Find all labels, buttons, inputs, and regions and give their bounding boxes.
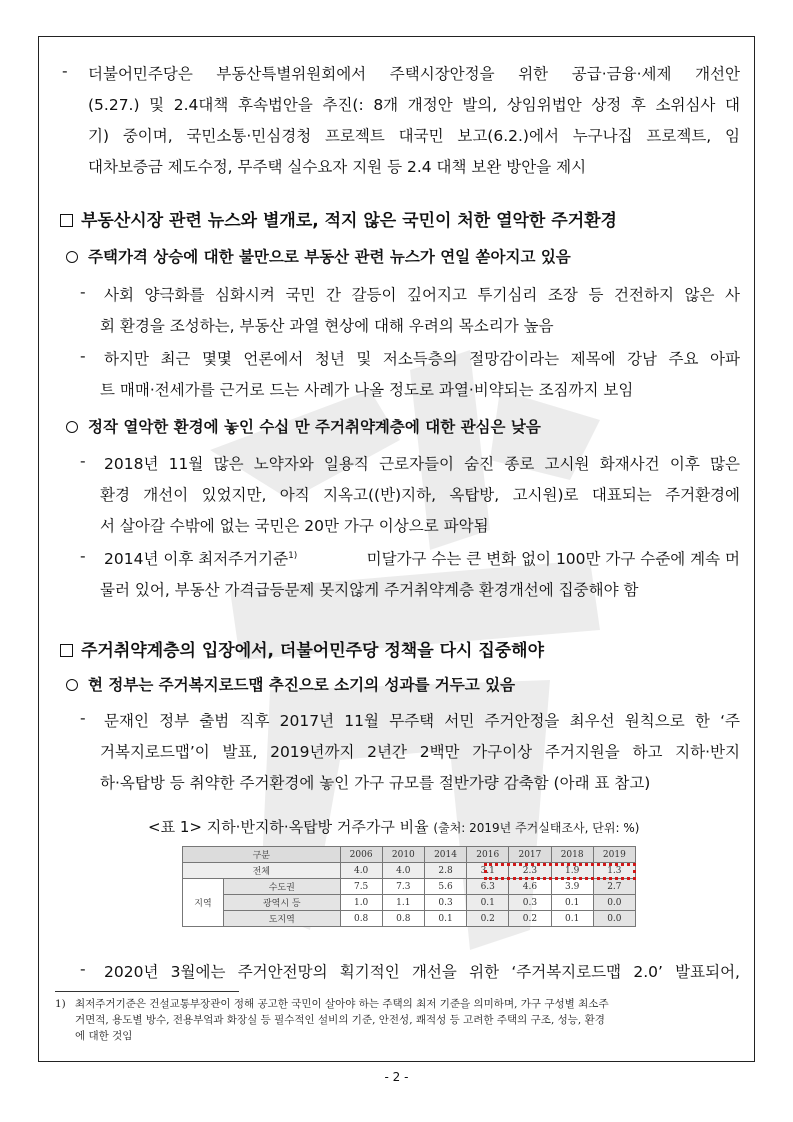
highlight-box xyxy=(484,863,636,880)
bullet-2-line-1: 하지만 최근 몇몇 언론에서 청년 및 저소득층의 절망감이라는 제목에 강남 주요 아파 xyxy=(104,350,740,368)
footnote-text: 최저주거기준은 건설교통부장관이 정해 공고한 국민이 살아야 하는 주택의 최저 기준을 의미하며, 가구 구성별 최소주 xyxy=(75,998,609,1010)
table-cell: 0.1 xyxy=(467,895,509,911)
table-cell: 2.3 xyxy=(509,863,551,879)
table-cell: 0.8 xyxy=(382,911,424,927)
s2-bullet-1-line-2: 거복지로드맵’이 발표, 2019년까지 2년간 2백만 가구이상 주거지원을 하고 지하·반지 xyxy=(100,743,740,761)
table-caption-source: (출처: 2019년 주거실태조사, 단위: %) xyxy=(433,821,640,835)
dash-bullet: - xyxy=(80,452,86,470)
bullet-1-line-2: 회 환경을 조성하는, 부동산 과열 현상에 대해 우려의 목소리가 높음 xyxy=(100,317,554,335)
footnote-line-1 xyxy=(55,996,741,1012)
table-cell: 5.6 xyxy=(424,879,466,895)
table-cell: 0.0 xyxy=(593,895,635,911)
table-header-cell: 2006 xyxy=(340,847,382,863)
dash-bullet: - xyxy=(80,709,86,727)
table-caption-text: <표 1> 지하·반지하·옥탑방 거주가구 비율 xyxy=(148,818,429,836)
table-cell: 1.0 xyxy=(340,895,382,911)
table-cell: 3.9 xyxy=(551,879,593,895)
bullet-4-text-a: 2014년 이후 최저주거기준 xyxy=(104,550,289,568)
table-cell: 2.7 xyxy=(593,879,635,895)
s2-bullet-1-line-1: 문재인 정부 출범 직후 2017년 11월 무주택 서민 주거안정을 최우선 원칙으로 한 ‘주 xyxy=(104,712,740,730)
intro-line-1: 더불어민주당은 부동산특별위원회에서 주택시장안정을 위한 공급·금융·세제 개선안 xyxy=(88,65,740,83)
footnote xyxy=(55,996,741,1044)
section-1-title xyxy=(60,206,617,231)
table-cell: 1.9 xyxy=(551,863,593,879)
table-cell: 0.1 xyxy=(424,911,466,927)
table-cell: 4.0 xyxy=(382,863,424,879)
footnote-ref[interactable]: 1) xyxy=(288,550,298,561)
table-row-label: 전체 xyxy=(183,863,341,879)
table-region-label: 지역 xyxy=(183,879,224,927)
table-cell: 1.1 xyxy=(382,895,424,911)
intro-line-2: (5.27.) 및 2.4대책 후속법안을 추진(: 8개 개정안 발의, 상임위법안 상정 후 소위심사 대 xyxy=(88,96,740,114)
table-header-cell: 2018 xyxy=(551,847,593,863)
table-cell: 4.6 xyxy=(509,879,551,895)
checkbox-icon xyxy=(60,644,73,657)
intro-line-4: 대차보증금 제도수정, 무주택 실수요자 지원 등 2.4 대책 보완 방안을 제시 xyxy=(88,158,587,176)
table-cell: 0.3 xyxy=(424,895,466,911)
table-row xyxy=(183,895,636,911)
table-cell: 3.1 xyxy=(467,863,509,879)
circle-bullet-icon xyxy=(66,421,78,433)
table-cell: 0.3 xyxy=(509,895,551,911)
table-row-label: 도지역 xyxy=(224,911,341,927)
table-cell: 0.8 xyxy=(340,911,382,927)
section-1-subheading-2 xyxy=(66,415,541,437)
bullet-3-line-3: 서 살아갈 수밖에 없는 국민은 20만 가구 이상으로 파악됨 xyxy=(100,517,489,535)
section-1-subheading-1 xyxy=(66,245,571,267)
table-cell: 7.5 xyxy=(340,879,382,895)
table-cell: 0.2 xyxy=(467,911,509,927)
bullet-3-line-1: 2018년 11월 많은 노약자와 일용직 근로자들이 숨진 종로 고시원 화재사건 이후 많은 xyxy=(104,455,740,473)
subheading-text: 주택가격 상승에 대한 불만으로 부동산 관련 뉴스가 연일 쏟아지고 있음 xyxy=(88,248,571,266)
table-row-label: 수도권 xyxy=(224,879,341,895)
s2-bullet-1-line-3: 하·옥탑방 등 취약한 주거환경에 놓인 가구 규모를 절반가량 감축함 (아래 표 참고) xyxy=(100,774,651,792)
page-number: - 2 - xyxy=(384,1070,409,1084)
table-header-cell: 2017 xyxy=(509,847,551,863)
footnote-line-2: 거면적, 용도별 방수, 전용부엌과 화장실 등 필수적인 설비의 기준, 안전성, 쾌적성 등 고려한 주택의 구조, 성능, 환경 xyxy=(75,1014,605,1026)
table-header-cell: 2016 xyxy=(467,847,509,863)
table-cell: 1.3 xyxy=(593,863,635,879)
dash-bullet: - xyxy=(80,960,86,978)
section-2-title xyxy=(60,636,544,661)
table-cell: 0.1 xyxy=(551,895,593,911)
circle-bullet-icon xyxy=(66,679,78,691)
bullet-2-line-2: 트 매매·전세가를 근거로 드는 사례가 나올 정도로 과열·비약되는 조짐까지 보임 xyxy=(100,381,634,399)
table-header-cell: 구분 xyxy=(183,847,341,863)
dash-bullet: - xyxy=(80,547,86,565)
table-header-cell: 2014 xyxy=(424,847,466,863)
footnote-divider xyxy=(55,991,239,992)
table-cell: 6.3 xyxy=(467,879,509,895)
table-header-cell: 2010 xyxy=(382,847,424,863)
table-cell: 4.0 xyxy=(340,863,382,879)
bullet-4-line-1 xyxy=(104,547,740,569)
dash-bullet: - xyxy=(80,283,86,301)
circle-bullet-icon xyxy=(66,251,78,263)
table-caption xyxy=(148,816,639,837)
checkbox-icon xyxy=(60,214,73,227)
footnote-marker: 1) xyxy=(55,998,66,1010)
dash-bullet: - xyxy=(80,347,86,365)
table-row xyxy=(183,911,636,927)
table-cell: 0.1 xyxy=(551,911,593,927)
table-header-row xyxy=(183,847,636,863)
table-cell: 0.0 xyxy=(593,911,635,927)
bullet-4-text-b: 미달가구 수는 큰 변화 없이 100만 가구 수준에 계속 머 xyxy=(366,550,740,568)
table-cell: 7.3 xyxy=(382,879,424,895)
dash-bullet: - xyxy=(62,62,68,80)
table-row-label: 광역시 등 xyxy=(224,895,341,911)
table-row xyxy=(183,879,636,895)
bullet-4-line-2: 물러 있어, 부동산 가격급등문제 못지않게 주거취약계층 환경개선에 집중해야 함 xyxy=(100,581,639,599)
section-2-subheading-1 xyxy=(66,673,515,695)
intro-line-3: 기) 중이며, 국민소통·민심경청 프로젝트 대국민 보고(6.2.)에서 누구나집 프로젝트, 임 xyxy=(88,127,740,145)
data-table xyxy=(182,846,636,927)
bullet-3-line-2: 환경 개선이 있었지만, 아직 지옥고((반)지하, 옥탑방, 고시원)로 대표되는 주거환경에 xyxy=(100,486,740,504)
table-cell: 2.8 xyxy=(424,863,466,879)
subheading-text: 현 정부는 주거복지로드맵 추진으로 소기의 성과를 거두고 있음 xyxy=(88,676,516,694)
footnote-line-3: 에 대한 것임 xyxy=(75,1030,133,1042)
s2-bullet-2-line-1: 2020년 3월에는 주거안전망의 획기적인 개선을 위한 ‘주거복지로드맵 2.0’ 발표되어, xyxy=(104,963,740,981)
section-1-title-text: 부동산시장 관련 뉴스와 별개로, 적지 않은 국민이 처한 열악한 주거환경 xyxy=(81,211,617,231)
table-cell: 0.2 xyxy=(509,911,551,927)
subheading-text: 정작 열악한 환경에 놓인 수십 만 주거취약계층에 대한 관심은 낮음 xyxy=(88,418,541,436)
table-header-cell: 2019 xyxy=(593,847,635,863)
bullet-1-line-1: 사회 양극화를 심화시켜 국민 간 갈등이 깊어지고 투기심리 조장 등 건전하지 않은 사 xyxy=(104,286,740,304)
section-2-title-text: 주거취약계층의 입장에서, 더불어민주당 정책을 다시 집중해야 xyxy=(81,641,545,661)
